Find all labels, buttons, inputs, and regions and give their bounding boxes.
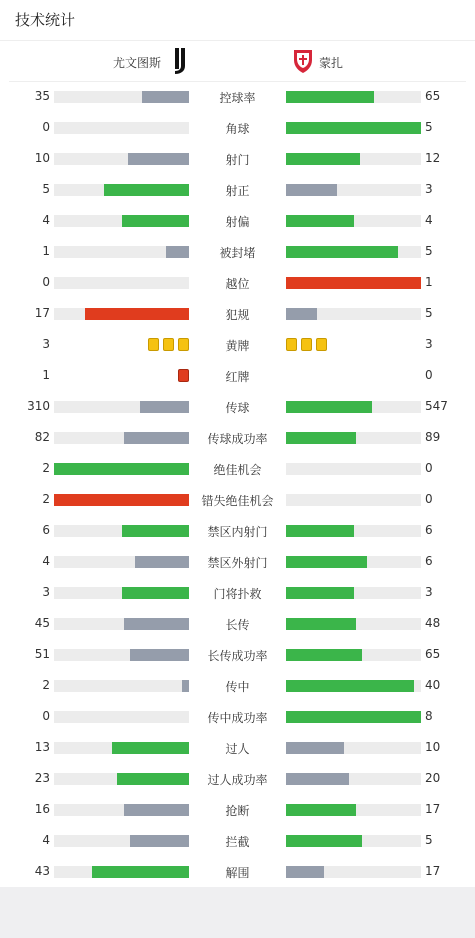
away-value: 65: [425, 89, 441, 103]
stat-label: 传中: [225, 680, 250, 694]
stat-label: 射门: [225, 153, 250, 167]
away-bar-track: [286, 711, 421, 723]
stat-row: [0, 515, 475, 546]
home-value: 17: [34, 306, 50, 320]
stats-list: [0, 81, 475, 887]
away-bar-track: [286, 432, 421, 444]
away-bar-fill: [286, 711, 421, 723]
home-bar-track: [54, 742, 189, 754]
home-bar-track: [54, 525, 189, 537]
stat-label: 传球: [225, 401, 250, 415]
away-value: 1: [425, 275, 433, 289]
away-bar-fill: [286, 153, 360, 165]
stat-label: 控球率: [219, 91, 256, 105]
yellow-card-icon: [163, 338, 174, 351]
away-bar-track: [286, 153, 421, 165]
stat-row: [0, 608, 475, 639]
stat-label: 传球成功率: [207, 432, 268, 446]
away-bar-fill: [286, 649, 362, 661]
yellow-card-icon: [286, 338, 297, 351]
home-bar-fill: [85, 308, 189, 320]
away-bar-track: [286, 556, 421, 568]
home-bar-track: [54, 649, 189, 661]
away-bar-fill: [286, 866, 324, 878]
home-value: 4: [42, 213, 50, 227]
stat-label: 黄牌: [225, 339, 250, 353]
home-value: 2: [42, 492, 50, 506]
away-value: 547: [425, 399, 448, 413]
home-bar-track: [54, 277, 189, 289]
away-value: 0: [425, 368, 433, 382]
stat-label: 长传成功率: [207, 649, 268, 663]
yellow-card-icon: [178, 338, 189, 351]
stat-row: [0, 670, 475, 701]
home-value: 2: [42, 678, 50, 692]
away-value: 5: [425, 244, 433, 258]
home-bar-fill: [124, 618, 189, 630]
home-cards: [174, 369, 189, 383]
away-bar-fill: [286, 680, 414, 692]
stat-row: [0, 267, 475, 298]
home-bar-track: [54, 587, 189, 599]
stat-label: 过人: [225, 742, 250, 756]
away-value: 0: [425, 461, 433, 475]
page-title: 技术统计: [0, 0, 475, 41]
home-bar-track: [54, 184, 189, 196]
home-bar-fill: [117, 773, 189, 785]
away-bar-fill: [286, 556, 367, 568]
stat-row: [0, 577, 475, 608]
away-bar-fill: [286, 742, 344, 754]
home-bar-fill: [130, 649, 189, 661]
away-bar-fill: [286, 587, 354, 599]
home-bar-fill: [54, 463, 189, 475]
home-bar-fill: [182, 680, 189, 692]
stat-label: 错失绝佳机会: [201, 494, 274, 508]
home-bar-track: [54, 153, 189, 165]
home-bar-track: [54, 773, 189, 785]
away-bar-fill: [286, 122, 421, 134]
stat-label: 犯规: [225, 308, 250, 322]
home-bar-fill: [130, 835, 189, 847]
stat-label: 门将扑救: [213, 587, 262, 601]
away-bar-fill: [286, 91, 374, 103]
home-value: 23: [34, 771, 50, 785]
stat-label: 射偏: [225, 215, 250, 229]
home-bar-track: [54, 711, 189, 723]
away-bar-track: [286, 308, 421, 320]
home-bar-track: [54, 308, 189, 320]
stat-row: [0, 360, 475, 391]
home-value: 13: [34, 740, 50, 754]
home-bar-fill: [92, 866, 189, 878]
away-bar-track: [286, 122, 421, 134]
home-bar-track: [54, 215, 189, 227]
away-bar-track: [286, 618, 421, 630]
away-bar-track: [286, 525, 421, 537]
home-bar-fill: [142, 91, 189, 103]
stat-label: 红牌: [225, 370, 250, 384]
away-bar-track: [286, 804, 421, 816]
away-value: 40: [425, 678, 441, 692]
yellow-card-icon: [316, 338, 327, 351]
home-bar-fill: [124, 432, 189, 444]
stat-row: [0, 391, 475, 422]
home-bar-track: [54, 401, 189, 413]
home-bar-fill: [135, 556, 189, 568]
home-value: 0: [42, 275, 50, 289]
home-bar-fill: [104, 184, 189, 196]
away-team-name: 蒙扎: [319, 56, 344, 70]
home-value: 0: [42, 709, 50, 723]
away-bar-fill: [286, 773, 349, 785]
stat-row: [0, 81, 475, 112]
stat-label: 长传: [225, 618, 250, 632]
away-bar-track: [286, 773, 421, 785]
home-bar-track: [54, 432, 189, 444]
away-bar-fill: [286, 401, 372, 413]
away-bar-fill: [286, 277, 421, 289]
away-bar-fill: [286, 215, 354, 227]
home-bar-fill: [128, 153, 189, 165]
yellow-card-icon: [301, 338, 312, 351]
away-value: 65: [425, 647, 441, 661]
away-value: 8: [425, 709, 433, 723]
away-value: 3: [425, 182, 433, 196]
away-value: 6: [425, 523, 433, 537]
home-bar-fill: [54, 494, 189, 506]
away-bar-track: [286, 866, 421, 878]
away-value: 3: [425, 337, 433, 351]
away-bar-fill: [286, 618, 356, 630]
home-value: 51: [34, 647, 50, 661]
away-value: 5: [425, 833, 433, 847]
away-value: 17: [425, 802, 441, 816]
home-value: 1: [42, 244, 50, 258]
stat-row: [0, 205, 475, 236]
home-bar-track: [54, 246, 189, 258]
away-value: 0: [425, 492, 433, 506]
stat-label: 角球: [225, 122, 250, 136]
away-value: 12: [425, 151, 441, 165]
away-value: 20: [425, 771, 441, 785]
stat-row: [0, 236, 475, 267]
away-bar-track: [286, 246, 421, 258]
away-bar-track: [286, 184, 421, 196]
home-bar-fill: [112, 742, 189, 754]
monza-logo-icon: [292, 48, 314, 74]
team-header: [9, 41, 466, 82]
stat-row: [0, 174, 475, 205]
stat-label: 禁区外射门: [207, 556, 268, 570]
home-bar-track: [54, 680, 189, 692]
away-bar-fill: [286, 246, 398, 258]
away-value: 4: [425, 213, 433, 227]
away-bar-track: [286, 277, 421, 289]
red-card-icon: [178, 369, 189, 382]
home-bar-track: [54, 866, 189, 878]
away-value: 48: [425, 616, 441, 630]
stat-row: [0, 825, 475, 856]
stat-row: [0, 453, 475, 484]
home-bar-fill: [122, 525, 190, 537]
away-bar-track: [286, 463, 421, 475]
away-bar-track: [286, 649, 421, 661]
stat-label: 被封堵: [219, 246, 256, 260]
home-bar-track: [54, 556, 189, 568]
home-bar-track: [54, 122, 189, 134]
away-value: 3: [425, 585, 433, 599]
stat-row: [0, 794, 475, 825]
away-bar-track: [286, 680, 421, 692]
home-value: 43: [34, 864, 50, 878]
stat-label: 拦截: [225, 835, 250, 849]
away-value: 5: [425, 306, 433, 320]
juventus-logo-icon: [169, 47, 191, 75]
home-value: 4: [42, 833, 50, 847]
stat-label: 射正: [225, 184, 250, 198]
home-bar-track: [54, 618, 189, 630]
away-bar-track: [286, 494, 421, 506]
yellow-card-icon: [148, 338, 159, 351]
away-bar-fill: [286, 184, 337, 196]
away-bar-track: [286, 742, 421, 754]
away-value: 89: [425, 430, 441, 444]
home-bar-track: [54, 91, 189, 103]
home-cards: [144, 338, 189, 352]
home-bar-fill: [140, 401, 189, 413]
home-bar-fill: [122, 215, 190, 227]
home-value: 3: [42, 337, 50, 351]
away-cards: [286, 338, 331, 352]
stat-row: [0, 763, 475, 794]
away-bar-track: [286, 91, 421, 103]
home-value: 0: [42, 120, 50, 134]
stat-label: 越位: [225, 277, 250, 291]
away-value: 10: [425, 740, 441, 754]
away-bar-fill: [286, 308, 317, 320]
stat-row: [0, 298, 475, 329]
home-bar-track: [54, 804, 189, 816]
away-bar-track: [286, 215, 421, 227]
stat-row: [0, 639, 475, 670]
stat-label: 传中成功率: [207, 711, 268, 725]
home-value: 6: [42, 523, 50, 537]
home-value: 5: [42, 182, 50, 196]
away-value: 6: [425, 554, 433, 568]
home-value: 82: [34, 430, 50, 444]
home-value: 310: [27, 399, 50, 413]
stat-row: [0, 422, 475, 453]
home-bar-fill: [166, 246, 189, 258]
away-bar-track: [286, 835, 421, 847]
away-bar-fill: [286, 835, 362, 847]
home-value: 2: [42, 461, 50, 475]
home-value: 10: [34, 151, 50, 165]
home-bar-fill: [124, 804, 189, 816]
home-value: 3: [42, 585, 50, 599]
stat-row: [0, 329, 475, 360]
home-value: 1: [42, 368, 50, 382]
stat-row: [0, 856, 475, 887]
home-bar-track: [54, 494, 189, 506]
home-team-name: 尤文图斯: [112, 56, 161, 70]
stat-row: [0, 112, 475, 143]
stat-row: [0, 484, 475, 515]
away-bar-fill: [286, 432, 356, 444]
away-bar-track: [286, 587, 421, 599]
stat-row: [0, 143, 475, 174]
away-bar-fill: [286, 525, 354, 537]
home-bar-track: [54, 463, 189, 475]
stat-label: 解围: [225, 866, 250, 880]
home-value: 16: [34, 802, 50, 816]
away-value: 17: [425, 864, 441, 878]
home-bar-track: [54, 835, 189, 847]
away-value: 5: [425, 120, 433, 134]
stat-row: [0, 546, 475, 577]
stat-label: 抢断: [225, 804, 250, 818]
stat-label: 绝佳机会: [213, 463, 262, 477]
stat-label: 禁区内射门: [207, 525, 268, 539]
stat-label: 过人成功率: [207, 773, 268, 787]
stat-row: [0, 701, 475, 732]
away-bar-fill: [286, 804, 356, 816]
home-value: 35: [34, 89, 50, 103]
stat-row: [0, 732, 475, 763]
home-bar-fill: [122, 587, 190, 599]
away-bar-track: [286, 401, 421, 413]
home-value: 4: [42, 554, 50, 568]
home-value: 45: [34, 616, 50, 630]
